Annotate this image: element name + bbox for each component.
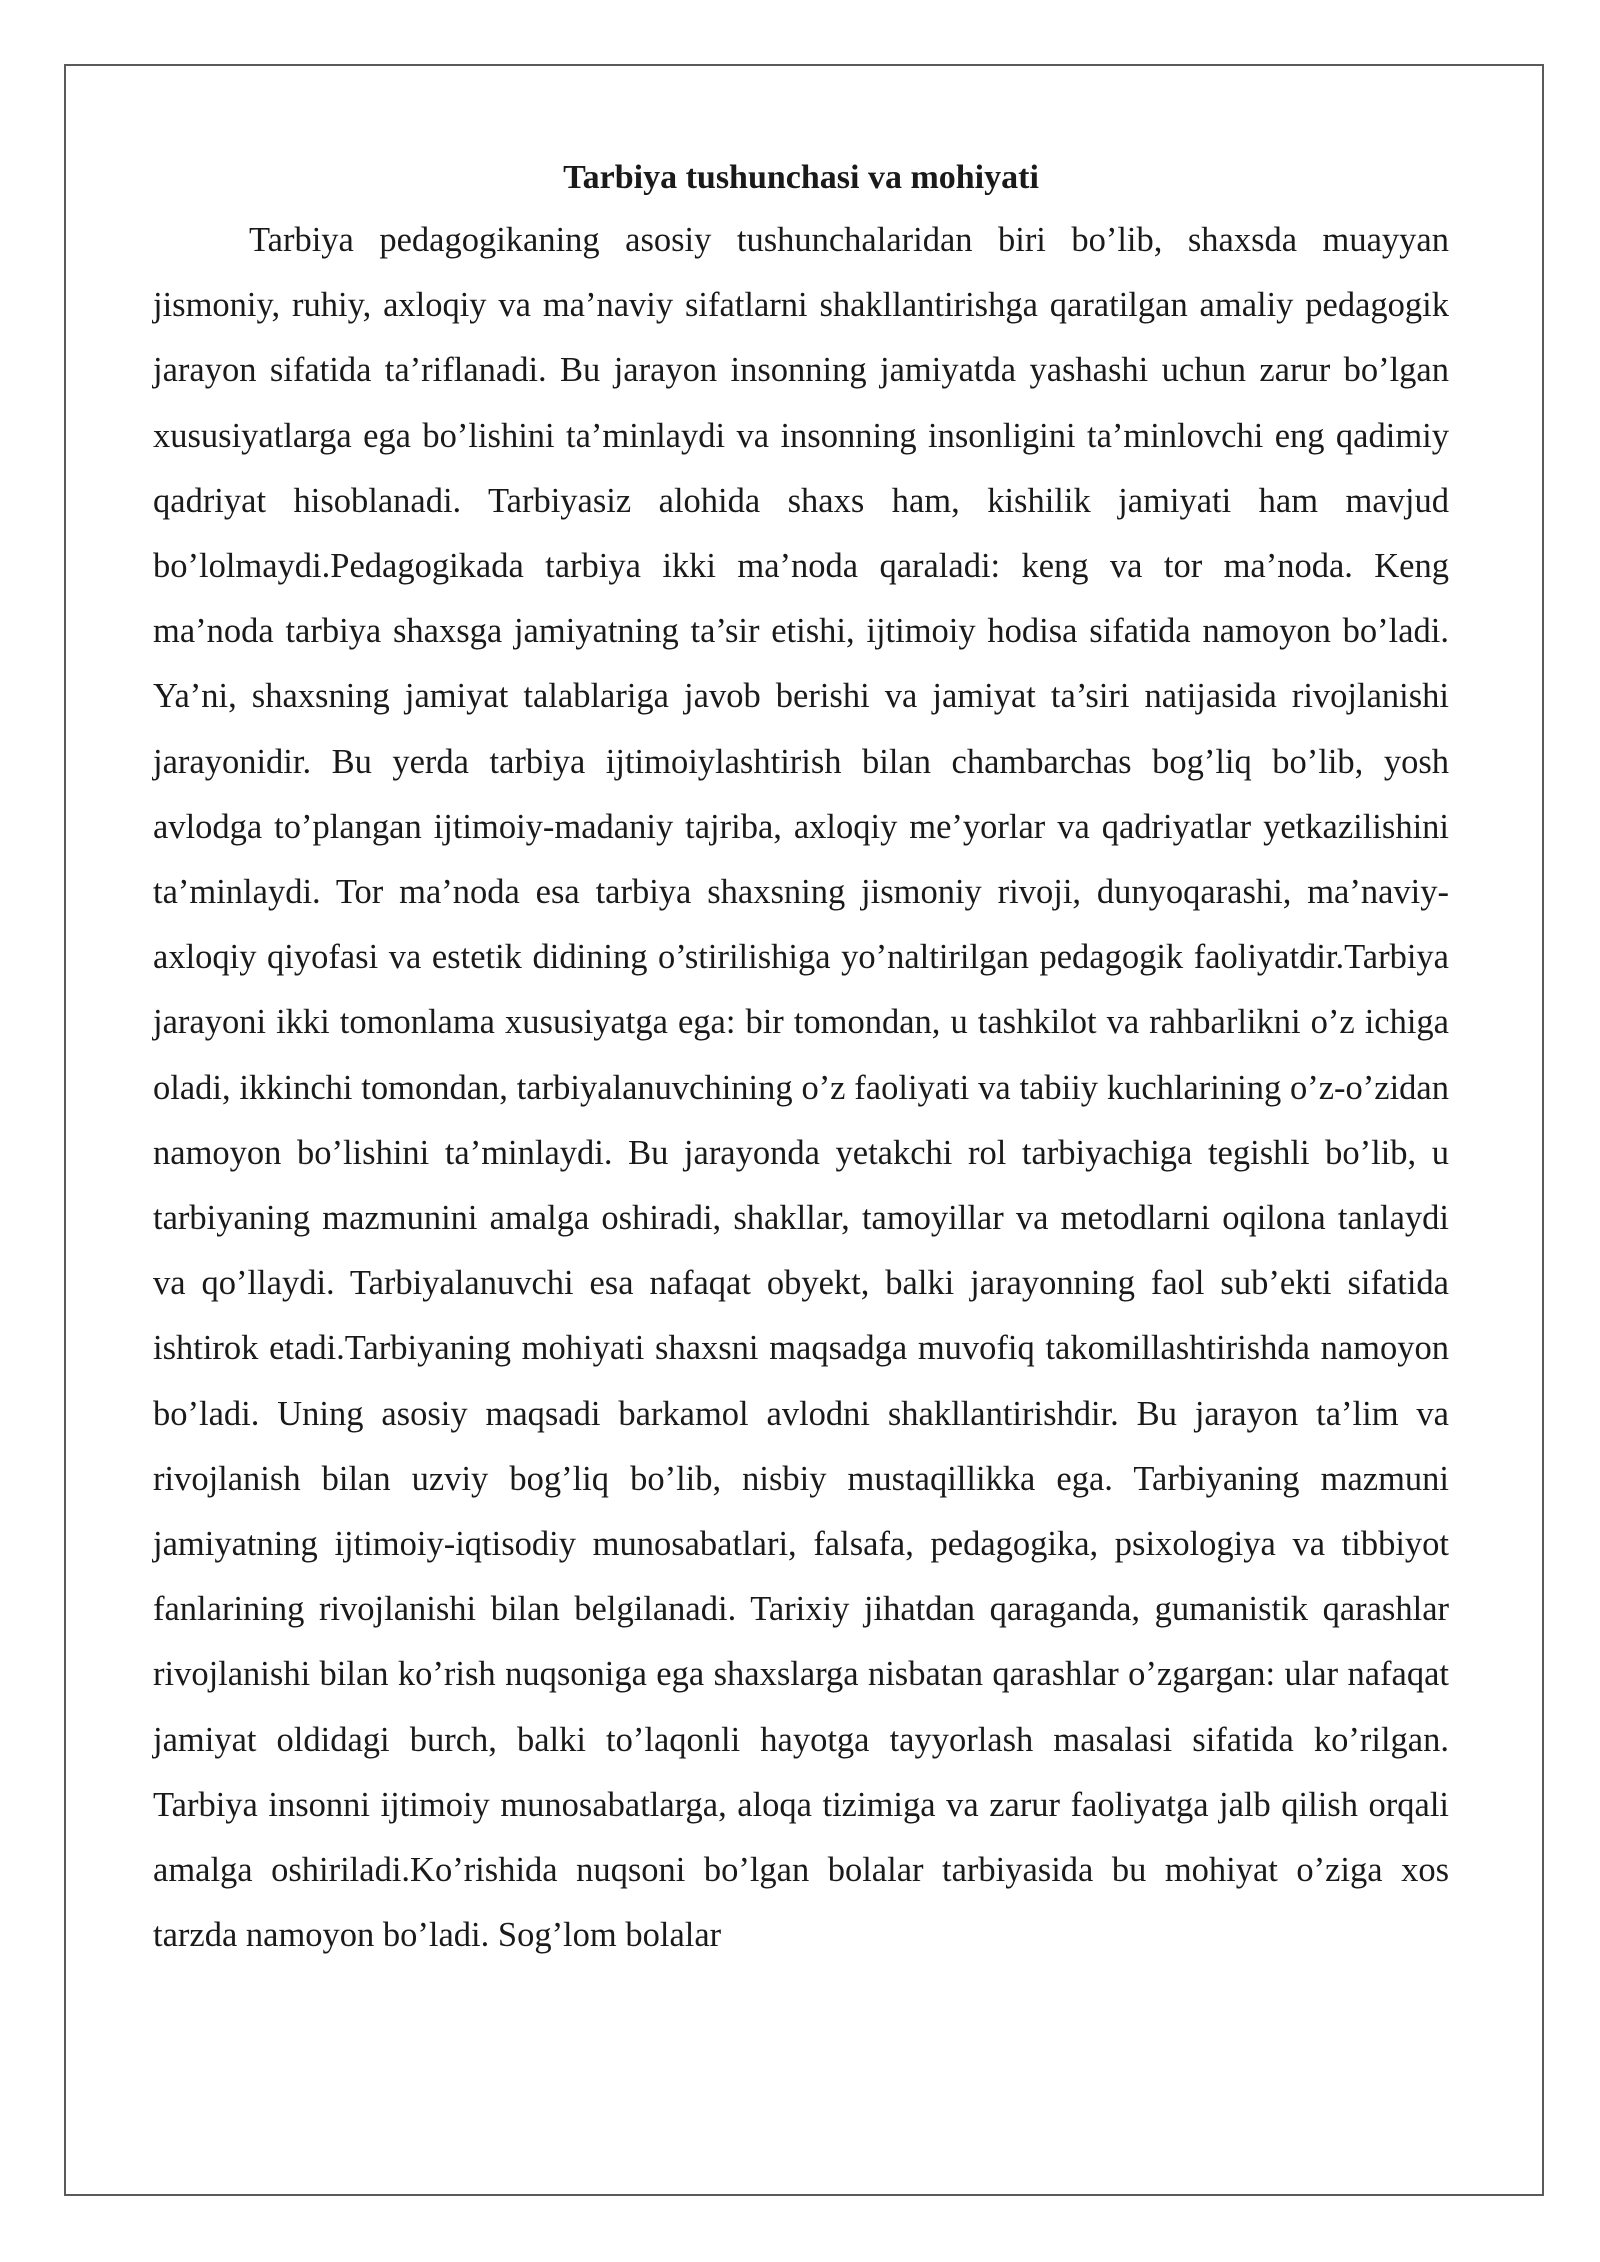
- document-title: Tarbiya tushunchasi va mohiyati: [563, 159, 1039, 196]
- body-paragraph: Tarbiya pedagogikaning asosiy tushunchalaridan biri bo’lib, shaxsda muayyan jismoniy, ruhiy, axloqiy va ma’naviy sifatlarni shakllantirishga qaratilgan amaliy pedagogik jarayon sifatida ta’riflanadi. Bu jarayon insonning jamiyatda yashashi uchun zarur bo’lgan xususiyatlarga ega bo’lishini ta’minlaydi va insonning insonligini ta’minlovchi eng qadimiy qadriyat hisoblanadi. Tarbiyasiz alohida shaxs ham, kishilik jamiyati ham mavjud bo’lolmaydi.Pedagogikada tarbiya ikki ma’noda qaraladi: keng va tor ma’noda. Keng ma’noda tarbiya shaxsga jamiyatning ta’sir etishi, ijtimoiy hodisa sifatida namoyon bo’ladi. Ya’ni, shaxsning jamiyat talablariga javob berishi va jamiyat ta’siri natijasida rivojlanishi jarayonidir. Bu yerda tarbiya ijtimoiylashtirish bilan chambarchas bog’liq bo’lib, yosh avlodga to’plangan ijtimoiy-madaniy tajriba, axloqiy me’yorlar va qadriyatlar yetkazilishini ta’minlaydi. Tor ma’noda esa tarbiya shaxsning jismoniy rivoji, dunyoqarashi, ma’naviy-axloqiy qiyofasi va estetik didining o’stirilishiga yo’naltirilgan pedagogik faoliyatdir.Tarbiya jarayoni ikki tomonlama xususiyatga ega: bir tomondan, u tashkilot va rahbarlikni o’z ichiga oladi, ikkinchi tomondan, tarbiyalanuvchining o’z faoliyati va tabiiy kuchlarining o’z-o’zidan namoyon bo’lishini ta’minlaydi. Bu jarayonda yetakchi rol tarbiyachiga tegishli bo’lib, u tarbiyaning mazmunini amalga oshiradi, shakllar, tamoyillar va metodlarni oqilona tanlaydi va qo’llaydi. Tarbiyalanuvchi esa nafaqat obyekt, balki jarayonning faol sub’ekti sifatida ishtirok etadi.Tarbiyaning mohiyati shaxsni maqsadga muvofiq takomillashtirishda namoyon bo’ladi. Uning asosiy maqsadi barkamol avlodni shakllantirishdir. Bu jarayon ta’lim va rivojlanish bilan uzviy bog’liq bo’lib, nisbiy mustaqillikka ega. Tarbiyaning mazmuni jamiyatning ijtimoiy-iqtisodiy munosabatlari, falsafa, pedagogika, psixologiya va tibbiyot fanlarining rivojlanishi bilan belgilanadi. Tarixiy jihatdan qaraganda, gumanistik qarashlar rivojlanishi bilan ko’rish nuqsoniga ega shaxslarga nisbatan qarashlar o’zgargan: ular nafaqat jamiyat oldidagi burch, balki to’laqonli hayotga tayyorlash masalasi sifatida ko’rilgan. Tarbiya insonni ijtimoiy munosabatlarga, aloqa tizimiga va zarur faoliyatga jalb qilish orqali amalga oshiriladi.Ko’rishida nuqsoni bo’lgan bolalar tarbiyasida bu mohiyat o’ziga xos tarzda namoyon bo’ladi. Sog’lom bolalar: [153, 221, 1449, 1955]
- document-content: [153, 148, 1449, 1968]
